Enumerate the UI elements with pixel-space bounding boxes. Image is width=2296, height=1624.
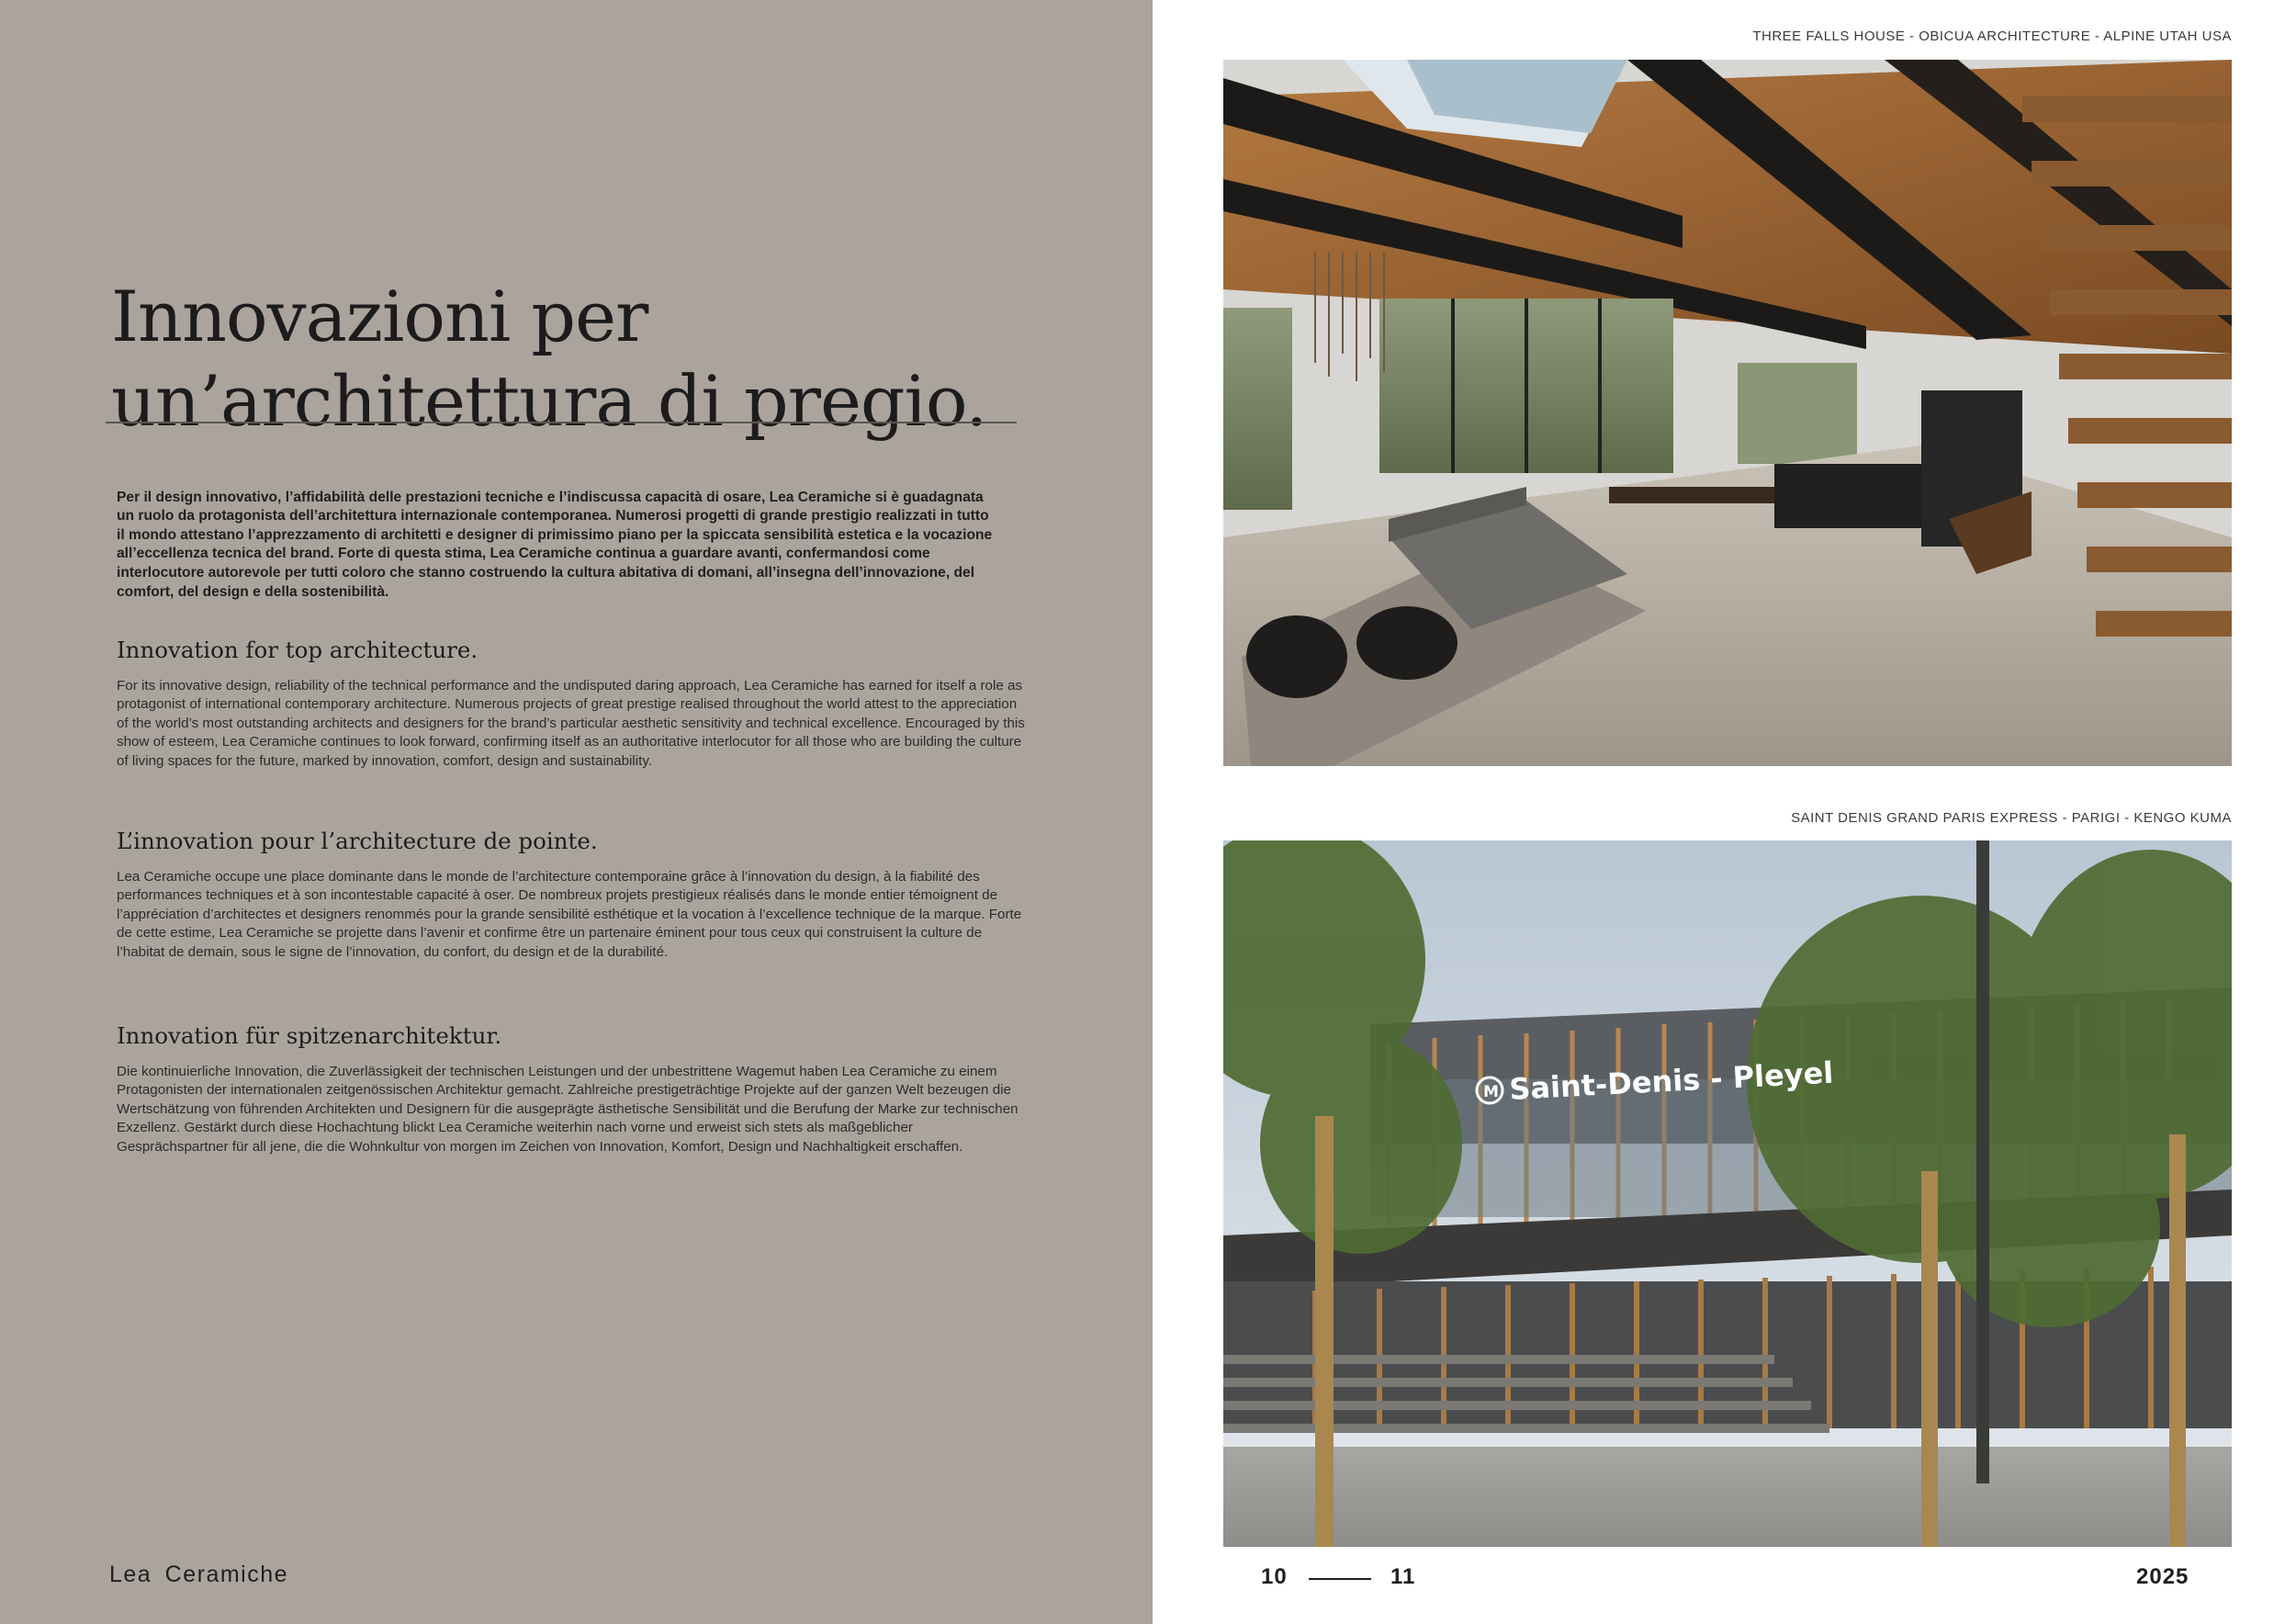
section-german-body: Die kontinuierliche Innovation, die Zuverlässigkeit der technischen Leistungen und der unbestrittene Wagemut haben Lea Ceramiche zu einem Protagonisten der internationalen zeitgenössischen Architektur gemacht. Zahlreiche prestigeträchtige Projekte auf der ganzen Welt bezeugen die Wertschätzung von führenden Architekten und Designern für die ausgeprägte ästhetische Sensibilität und die Berufung der Marke zur technischen Exzellenz. Gestärkt durch diese Hochachtung blickt Lea Ceramiche weiterhin nach vorne und erweist sich stets als maßgeblicher Gesprächspartner für all jene, die die Wohnkultur von morgen im Zeichen von Innovation, Komfort, Design und Nachhaltigkeit erschaffen. bbox=[117, 1064, 1019, 1155]
lead-paragraph-italian: Per il design innovativo, l’affidabilità delle prestazioni tecniche e l’indiscussa capacità di osare, Lea Ceramiche si è guadagnata un ruolo da protagonista dell’architettura internazionale contemporanea. Numerosi progetti di grande prestigio realizzati in tutto il mondo attestano l’apprezzamento di architetti e designer di primissimo piano per la spiccata sensibilità estetica e la vocazione all’eccellenza tecnica del brand. Forte di questa stima, Lea Ceramiche continua a guardare avanti, confermandosi come interlocutore autorevole per tutti coloro che stanno costruendo la cultura abitativa di domani, all’insegna dell’innovazione, del comfort, del design e della sostenibilità. bbox=[117, 489, 993, 600]
page-title-line-1: Innovazioni per bbox=[111, 275, 648, 357]
photo-caption-bottom: SAINT DENIS GRAND PARIS EXPRESS - PARIGI - KENGO KUMA bbox=[1791, 810, 2232, 826]
section-french-body: Lea Ceramiche occupe une place dominante dans le monde de l’architecture contemporaine grâce à l’innovation du design, à la fiabilité des performances techniques et à son incontestable capacité à oser. De nombreux projets prestigieux réalisés dans le monde entier témoignent de l’appréciation d’architectes et designers renommés pour la grande sensibilité esthétique et la vocation à l’excellence technique de la marque. Forte de cette estime, Lea Ceramiche se projette dans l’avenir et confirme être un partenaire éminent pour tous ceux qui construisent la culture de l’habitat de demain, sous le signe de l’innovation, du confort, du design et de la durabilité. bbox=[117, 869, 1022, 960]
title-divider bbox=[106, 422, 1017, 423]
page-number-right: 11 bbox=[1390, 1564, 1416, 1589]
photo-three-falls-house bbox=[1223, 60, 2232, 766]
section-french bbox=[117, 828, 1026, 962]
section-english-title: Innovation for top architecture. bbox=[117, 637, 478, 663]
photo-saint-denis-station bbox=[1223, 840, 2232, 1547]
brand-name: Lea Ceramiche bbox=[109, 1562, 289, 1587]
section-english bbox=[117, 637, 1026, 771]
catalogue-year: 2025 bbox=[2136, 1564, 2189, 1589]
section-french-title: L’innovation pour l’architecture de pointe. bbox=[117, 828, 598, 854]
metro-logo-text: M bbox=[1483, 1083, 1499, 1101]
page-title bbox=[111, 275, 1030, 444]
section-german bbox=[117, 1022, 1026, 1156]
section-german-title: Innovation für spitzenarchitektur. bbox=[117, 1022, 502, 1049]
page-title-line-2: un’architettura di pregio. bbox=[111, 359, 987, 442]
page-number-left: 10 bbox=[1261, 1564, 1288, 1589]
page-number-dash bbox=[1309, 1578, 1371, 1580]
station-sign-text: Saint-Denis - Pleyel bbox=[1508, 1054, 1835, 1107]
photo-caption-top: THREE FALLS HOUSE - OBICUA ARCHITECTURE - ALPINE UTAH USA bbox=[1752, 28, 2232, 44]
section-english-body: For its innovative design, reliability of the technical performance and the undisputed daring approach, Lea Ceramiche has earned for itself a role as protagonist of international contemporary architecture. Numerous projects of great prestige realised throughout the world attest to the appreciation of the world’s most outstanding architects and designers for the brand’s particular aesthetic sensitivity and technical excellence. Encouraged by this show of esteem, Lea Ceramiche continues to look forward, confirming itself as an authoritative interlocutor for all those who are building the culture of living spaces for the future, marked by innovation, comfort, design and sustainability. bbox=[117, 678, 1025, 769]
